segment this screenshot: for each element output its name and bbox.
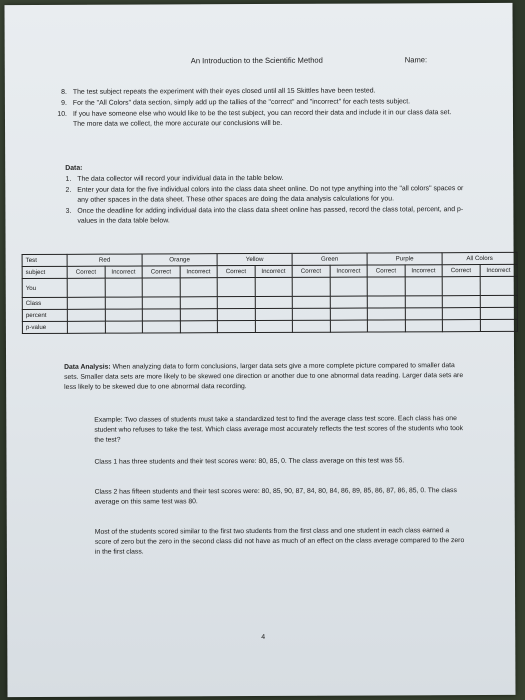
data-cell [367, 308, 405, 320]
correct-header: Correct [442, 265, 480, 277]
step-text: Once the deadline for adding individual data into the class data sheet online has passed, record the class total, percent, and p-values in the data table below. [77, 206, 464, 225]
list-item [43, 86, 463, 98]
data-cell [405, 296, 443, 308]
step-number: 10. [57, 110, 67, 118]
data-cell [142, 309, 180, 321]
data-cell [367, 296, 405, 308]
procedure-steps [43, 86, 463, 131]
data-cell [480, 276, 518, 295]
data-cell [292, 320, 330, 332]
correct-header: Correct [217, 266, 255, 278]
data-cell [180, 278, 218, 297]
data-cell [405, 320, 443, 332]
incorrect-header: Incorrect [255, 265, 293, 277]
page-number: 4 [261, 633, 266, 641]
list-item [47, 173, 467, 185]
data-cell [217, 309, 255, 321]
data-cell [330, 320, 368, 332]
correct-header: Correct [142, 266, 180, 278]
step-number: 8. [61, 88, 67, 96]
data-cell [142, 278, 180, 297]
data-cell [142, 297, 180, 309]
data-cell [180, 309, 218, 321]
data-analysis-text: When analyzing data to form conclusions, larger data sets give a more complete picture compared to smaller data sets. Smaller data sets are more likely to be skewed one direction or another due to one abnormal data reading. Larger data sets are less likely to be skewed due to one abnormal data recording. [64, 361, 464, 391]
worksheet-page [4, 3, 515, 697]
correct-header: Correct [292, 265, 330, 277]
step-text: The data collector will record your individual data in the table below. [77, 174, 284, 183]
incorrect-header: Incorrect [405, 265, 443, 277]
data-cell [442, 320, 480, 332]
data-cell [255, 296, 293, 308]
data-cell [480, 307, 518, 319]
step-number: 9. [61, 99, 67, 107]
step-number: 3. [65, 207, 72, 215]
page-header [5, 55, 513, 66]
list-item [47, 205, 467, 227]
corner-cell-subject: subject [22, 266, 67, 278]
data-cell [105, 297, 143, 309]
data-cell [405, 277, 443, 296]
data-cell [105, 309, 143, 321]
data-cell [367, 277, 405, 296]
data-analysis-paragraph [64, 361, 464, 393]
correct-header: Correct [67, 266, 105, 278]
data-cell [67, 278, 105, 297]
data-cell [367, 320, 405, 332]
data-cell [217, 321, 255, 333]
color-header-all: All Colors [442, 252, 517, 264]
table-row [22, 276, 517, 297]
list-item [47, 184, 467, 206]
data-cell [442, 296, 480, 308]
data-cell [330, 308, 368, 320]
conclusion-paragraph: Most of the students scored similar to the first two students from the first class and one student in each class earned a score of zero but the zero in the second class did not have as much of an effect on the class average compared to the zero in the first class. [94, 526, 465, 556]
color-header-red: Red [67, 254, 142, 266]
data-cell [180, 321, 218, 333]
data-cell [442, 277, 480, 296]
row-label-percent: percent [22, 309, 67, 321]
data-cell [142, 321, 180, 333]
step-text: The test subject repeats the experiment with their eyes closed until all 15 Skittles have been tested. [72, 87, 376, 96]
data-cell [480, 295, 518, 307]
data-cell [217, 278, 255, 297]
correct-header: Correct [367, 265, 405, 277]
data-steps [47, 173, 467, 228]
color-header-purple: Purple [367, 253, 442, 265]
data-cell [292, 296, 330, 308]
data-cell [105, 278, 143, 297]
data-cell [67, 321, 105, 333]
row-label-p-value: p-value [22, 321, 67, 333]
data-cell [180, 297, 218, 309]
class2-paragraph: Class 2 has fifteen students and their test scores were: 80, 85, 90, 87, 84, 80, 84, 86, 89, 85, 86, 87, 86, 85, 0. The class average on this same test was 80. [94, 486, 457, 506]
color-header-orange: Orange [142, 254, 217, 266]
document-title: An Introduction to the Scientific Method [190, 55, 323, 66]
data-cell [330, 277, 368, 296]
corner-cell-test: Test [22, 254, 67, 266]
row-label-class: Class [22, 297, 67, 309]
table-row [22, 319, 517, 333]
example-paragraph: Example: Two classes of students must take a standardized test to find the average class test score. Each class has one student who refuses to take the test. Which class average most accurately reflects the test scores of the students who took the test? [94, 414, 464, 444]
name-field-label: Name: [404, 55, 428, 65]
data-cell [105, 321, 143, 333]
incorrect-header: Incorrect [480, 264, 518, 276]
step-text: Enter your data for the five individual colors into the class data sheet online. Do not type anything into the "all colors" spaces or any other spaces in the data sheet. These other spaces are doing the data analysis calculations for you. [77, 185, 464, 204]
data-cell [442, 308, 480, 320]
step-number: 1. [65, 175, 72, 183]
data-cell [67, 309, 105, 321]
data-cell [255, 320, 293, 332]
step-number: 2. [65, 186, 72, 194]
data-cell [67, 297, 105, 309]
incorrect-header: Incorrect [180, 266, 218, 278]
row-label-you: You [22, 278, 67, 297]
data-table [22, 252, 518, 334]
step-text: If you have someone else who would like to be the test subject, you can record their data and include it in our class data set. The more data we collect, the more accurate our conclusions will be. [72, 109, 452, 128]
data-analysis-lead: Data Analysis: [64, 363, 111, 371]
color-header-green: Green [292, 253, 367, 265]
data-cell [405, 308, 443, 320]
class1-paragraph: Class 1 has three students and their test scores were: 80, 85, 0. The class average on this test was 55. [94, 457, 405, 466]
data-cell [255, 277, 293, 296]
color-header-yellow: Yellow [217, 253, 292, 265]
data-cell [292, 277, 330, 296]
data-heading: Data: [65, 164, 83, 172]
list-item [43, 97, 463, 109]
data-cell [292, 308, 330, 320]
data-cell [217, 297, 255, 309]
step-text: For the "All Colors" data section, simply add up the tallies of the "correct" and "incorrect" for each tests subject. [72, 98, 411, 107]
data-cell [255, 308, 293, 320]
list-item [43, 108, 463, 130]
incorrect-header: Incorrect [330, 265, 368, 277]
data-cell [330, 296, 368, 308]
incorrect-header: Incorrect [105, 266, 143, 278]
data-cell [480, 319, 518, 331]
